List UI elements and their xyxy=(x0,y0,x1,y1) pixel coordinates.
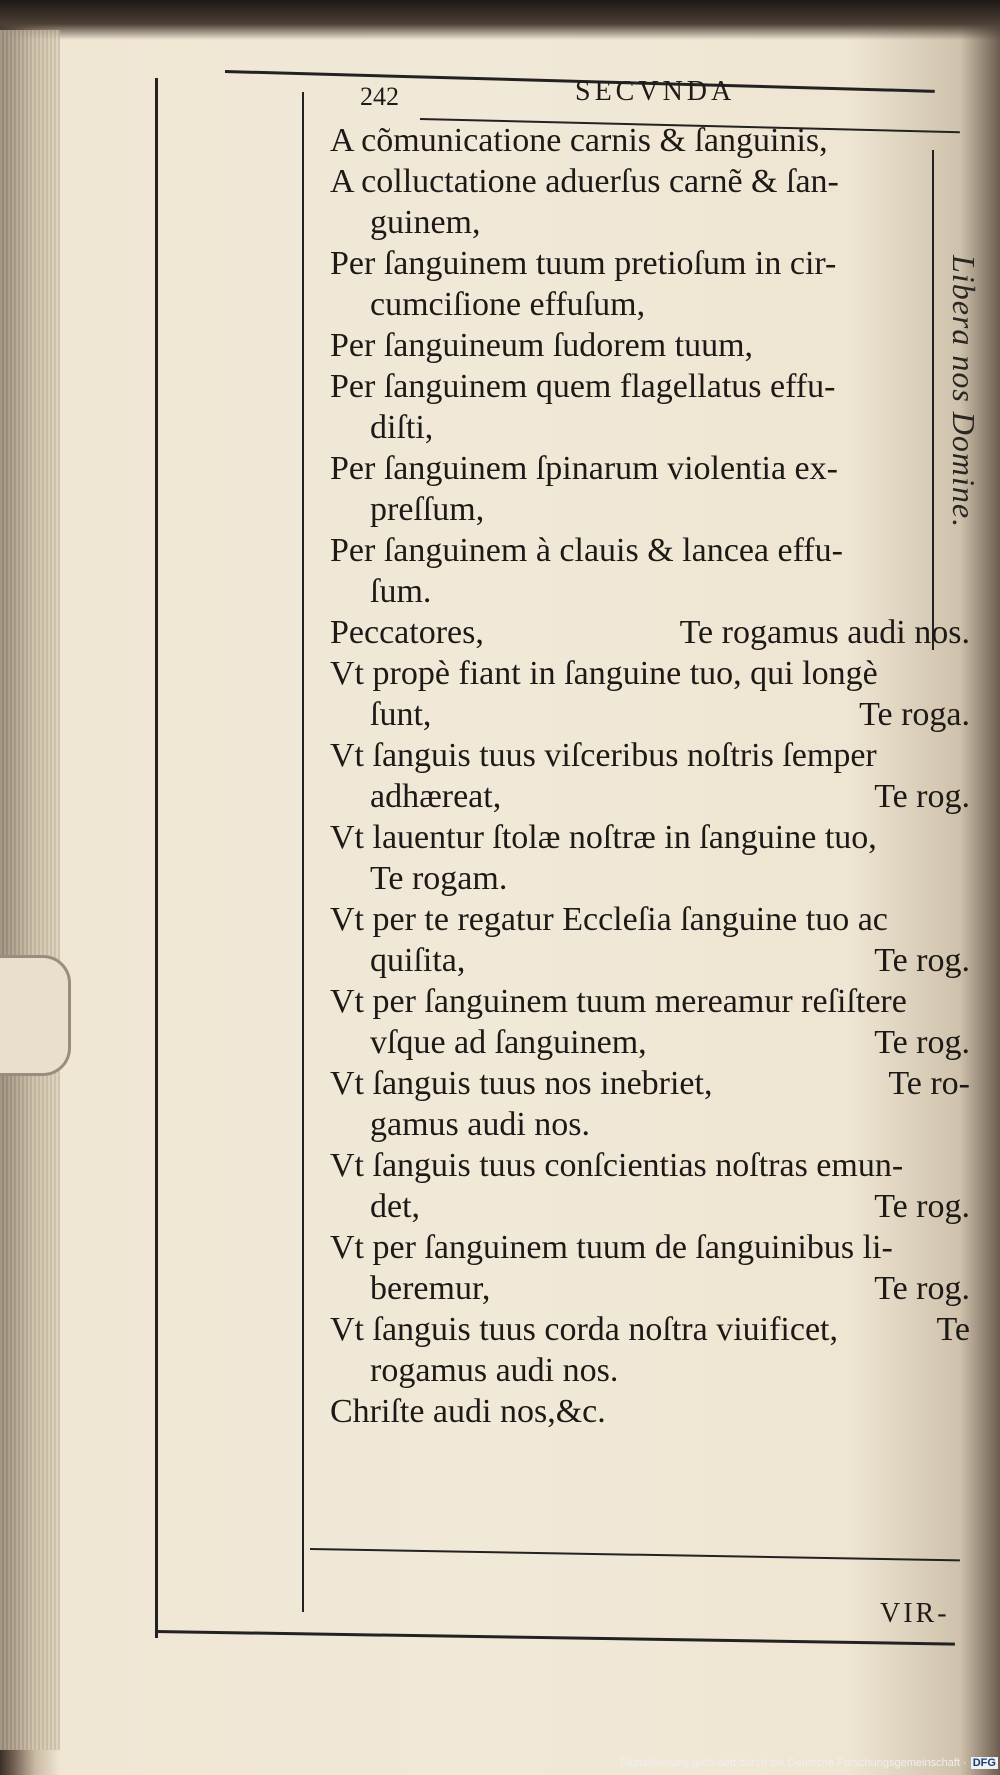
side-refrain: Libera nos Domine. xyxy=(946,255,982,529)
text-line xyxy=(330,612,970,653)
page-edges xyxy=(0,30,60,1750)
text-line xyxy=(330,120,970,161)
bottom-outer-rule xyxy=(155,1630,955,1646)
line-text: Te rogam. xyxy=(370,860,508,897)
line-text: ſunt, xyxy=(370,696,432,733)
text-line xyxy=(330,448,970,489)
response-text: Te rog. xyxy=(874,778,970,815)
footer-credit xyxy=(620,1757,998,1769)
line-text: adhæreat, xyxy=(370,778,502,815)
text-line xyxy=(330,981,970,1022)
response-text: Te rog. xyxy=(874,1188,970,1225)
catchword: VIR- xyxy=(880,1598,950,1629)
line-text: ſum. xyxy=(370,573,432,610)
running-title: SECVNDA xyxy=(575,76,736,107)
text-line xyxy=(330,1186,970,1227)
line-text: gamus audi nos. xyxy=(370,1106,591,1143)
line-text: Per ſanguineum ſudorem tuum, xyxy=(330,327,754,364)
outer-left-rule xyxy=(155,78,158,1638)
book-clasp xyxy=(0,955,71,1076)
line-text: Vt per te regatur Eccleſia ſanguine tuo ac xyxy=(330,901,888,938)
line-text: Per ſanguinem quem flagellatus effu- xyxy=(330,368,836,405)
line-text: Vt ſanguis tuus conſcientias noſtras emun- xyxy=(330,1147,904,1184)
response-text: Te xyxy=(936,1311,970,1348)
text-line xyxy=(330,366,970,407)
line-text: vſque ad ſanguinem, xyxy=(370,1024,647,1061)
line-text: Vt per ſanguinem tuum mereamur reſiſtere xyxy=(330,983,907,1020)
dfg-logo: DFG xyxy=(972,1757,996,1769)
text-line xyxy=(330,243,970,284)
text-line xyxy=(330,530,970,571)
line-text: Per ſanguinem ſpinarum violentia ex- xyxy=(330,450,838,487)
text-line xyxy=(330,817,970,858)
line-text: Vt per ſanguinem tuum de ſanguinibus li- xyxy=(330,1229,893,1266)
text-line xyxy=(330,940,970,981)
line-text: beremur, xyxy=(370,1270,491,1307)
page-number: 242 xyxy=(360,82,399,111)
line-text: Vt ſanguis tuus corda noſtra viuificet, xyxy=(330,1311,838,1348)
text-line xyxy=(330,1227,970,1268)
text-line xyxy=(330,161,970,202)
line-text: Peccatores, xyxy=(330,614,484,651)
text-line xyxy=(330,489,970,530)
text-line xyxy=(330,1104,970,1145)
line-text: cumciſione effuſum, xyxy=(370,286,646,323)
text-line xyxy=(330,858,970,899)
text-line xyxy=(330,325,970,366)
line-text: Per ſanguinem à clauis & lancea effu- xyxy=(330,532,843,569)
line-text: rogamus audi nos. xyxy=(370,1352,619,1389)
response-text: Te rogamus audi nos. xyxy=(679,614,970,651)
text-line xyxy=(330,1145,970,1186)
text-line xyxy=(330,1350,970,1391)
bottom-inner-rule xyxy=(310,1548,960,1561)
line-text: preſſum, xyxy=(370,491,485,528)
line-text: quiſita, xyxy=(370,942,466,979)
line-text: Vt ſanguis tuus viſceribus noſtris ſemper xyxy=(330,737,877,774)
top-shadow xyxy=(0,0,1000,40)
text-line xyxy=(330,776,970,817)
text-line xyxy=(330,1268,970,1309)
line-text: Vt propè fiant in ſanguine tuo, qui longè xyxy=(330,655,878,692)
text-line xyxy=(330,1022,970,1063)
litany-text xyxy=(330,120,970,1432)
line-text: A colluctatione aduerſus carnẽ & ſan- xyxy=(330,163,839,200)
text-line xyxy=(330,899,970,940)
text-line xyxy=(330,571,970,612)
footer-credit-text: Digitalisierung gefördert durch die Deutsche Forschungsgemeinschaft · xyxy=(620,1757,967,1769)
line-text: A cõmunicatione carnis & ſanguinis, xyxy=(330,122,828,159)
response-text: Te roga. xyxy=(859,696,970,733)
line-text: Vt lauentur ſtolæ noſtræ in ſanguine tuo, xyxy=(330,819,877,856)
response-text: Te ro- xyxy=(888,1065,970,1102)
text-line xyxy=(330,284,970,325)
response-text: Te rog. xyxy=(874,1024,970,1061)
response-text: Te rog. xyxy=(874,942,970,979)
text-line xyxy=(330,1063,970,1104)
line-text: guinem, xyxy=(370,204,481,241)
line-text: Per ſanguinem tuum pretioſum in cir- xyxy=(330,245,837,282)
line-text: Chriſte audi nos,&c. xyxy=(330,1393,606,1430)
text-line xyxy=(330,202,970,243)
text-line xyxy=(330,1391,970,1432)
text-line xyxy=(330,735,970,776)
inner-left-rule xyxy=(302,92,304,1612)
text-line xyxy=(330,407,970,448)
response-text: Te rog. xyxy=(874,1270,970,1307)
line-text: Vt ſanguis tuus nos inebriet, xyxy=(330,1065,713,1102)
line-text: diſti, xyxy=(370,409,434,446)
text-line xyxy=(330,653,970,694)
line-text: det, xyxy=(370,1188,421,1225)
text-line xyxy=(330,1309,970,1350)
text-line xyxy=(330,694,970,735)
